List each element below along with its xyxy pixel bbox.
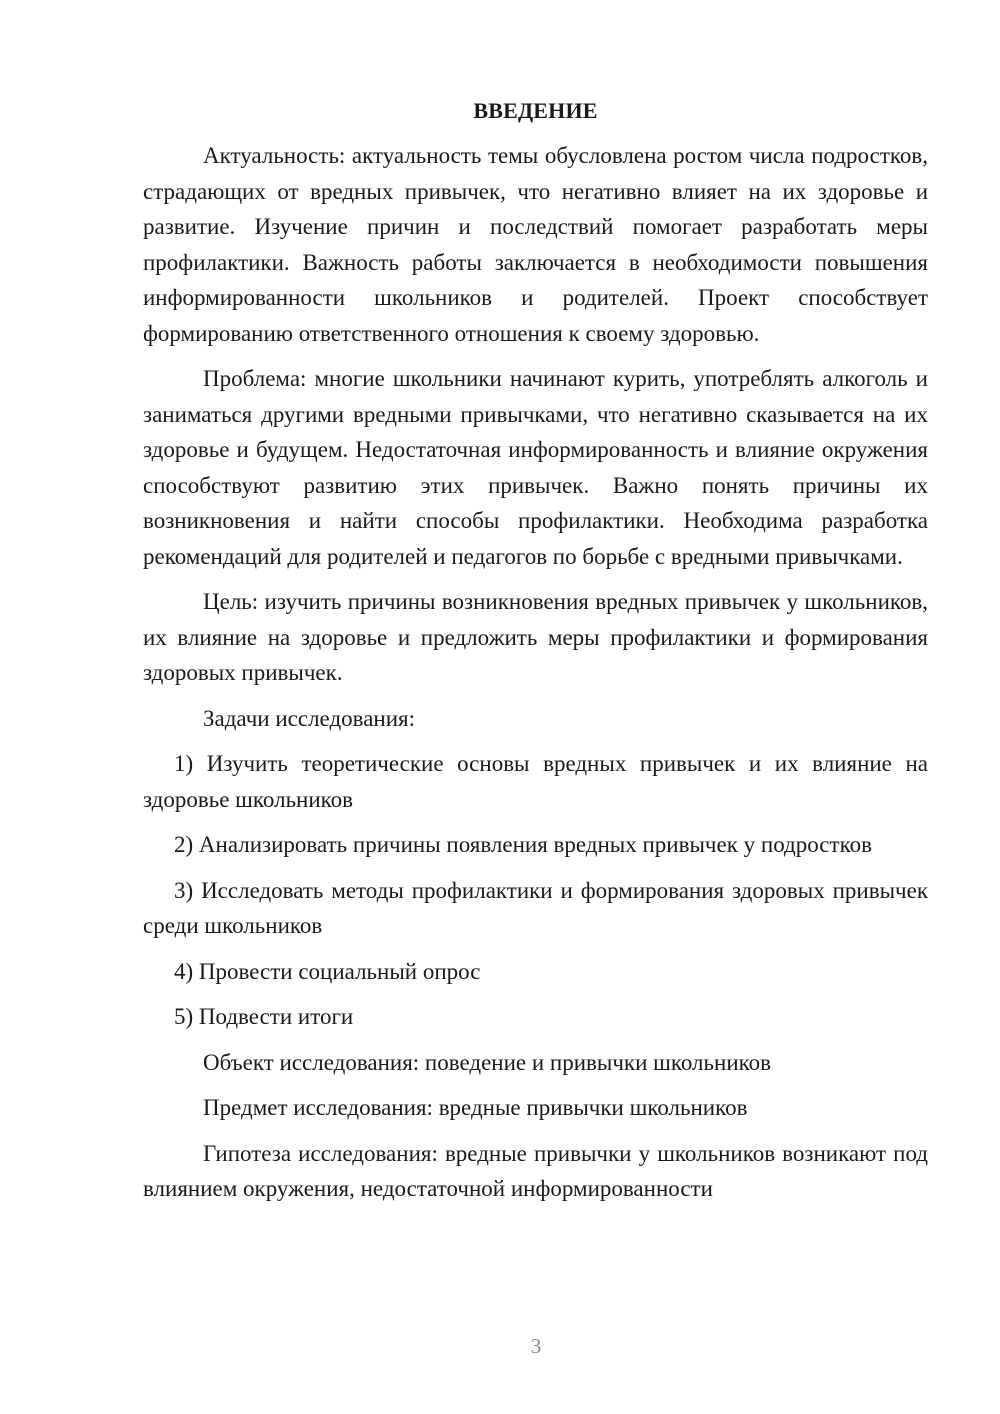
research-hypothesis: Гипотеза исследования: вредные привычки у школьников возникают под влиянием окружения, недостаточной информированности (143, 1140, 928, 1201)
goal-paragraph: Цель: изучить причины возникновения вредных привычек у школьников, их влияние на здоровье и предложить меры профилактики и формирования здоровых привычек. (143, 589, 928, 685)
task-item-2: 2) Анализировать причины появления вредных привычек у подростков (174, 832, 872, 857)
page-number: 3 (530, 1334, 542, 1358)
task-item-3: 3) Исследовать методы профилактики и формирования здоровых привычек среди школьников (143, 877, 928, 938)
page-content (143, 96, 928, 1217)
task-item-4: 4) Провести социальный опрос (174, 958, 481, 984)
research-subject: Предмет исследования: вредные привычки школьников (203, 1095, 748, 1120)
problem-paragraph: Проблема: многие школьники начинают курить, употреблять алкоголь и заниматься другими вредными привычками, что негативно сказывается на их здоровье и будущем. Недостаточная информированность и влияние окружения способствуют развитию этих привычек. Важно понять причины их возникновения и найти способы профилактики. Необходима разработка рекомендаций для родителей и педагогов по борьбе с вредными привычками. (143, 366, 928, 569)
tasks-heading: Задачи исследования: (203, 705, 416, 731)
relevance-paragraph: Актуальность: актуальность темы обусловлена ростом числа подростков, страдающих от вредных привычек, что негативно влияет на их здоровье и развитие. Изучение причин и последствий помогает разработать меры профилактики. Важность работы заключается в необходимости повышения информированности школьников и родителей. Проект способствует формированию ответственного отношения к своему здоровью. (143, 143, 928, 346)
research-object: Объект исследования: поведение и привычки школьников (203, 1049, 772, 1075)
task-item-5: 5) Подвести итоги (174, 1004, 354, 1029)
page-title: ВВЕДЕНИЕ (473, 98, 598, 123)
task-item-1: 1) Изучить теоретические основы вредных привычек и их влияние на здоровье школьников (143, 751, 928, 812)
